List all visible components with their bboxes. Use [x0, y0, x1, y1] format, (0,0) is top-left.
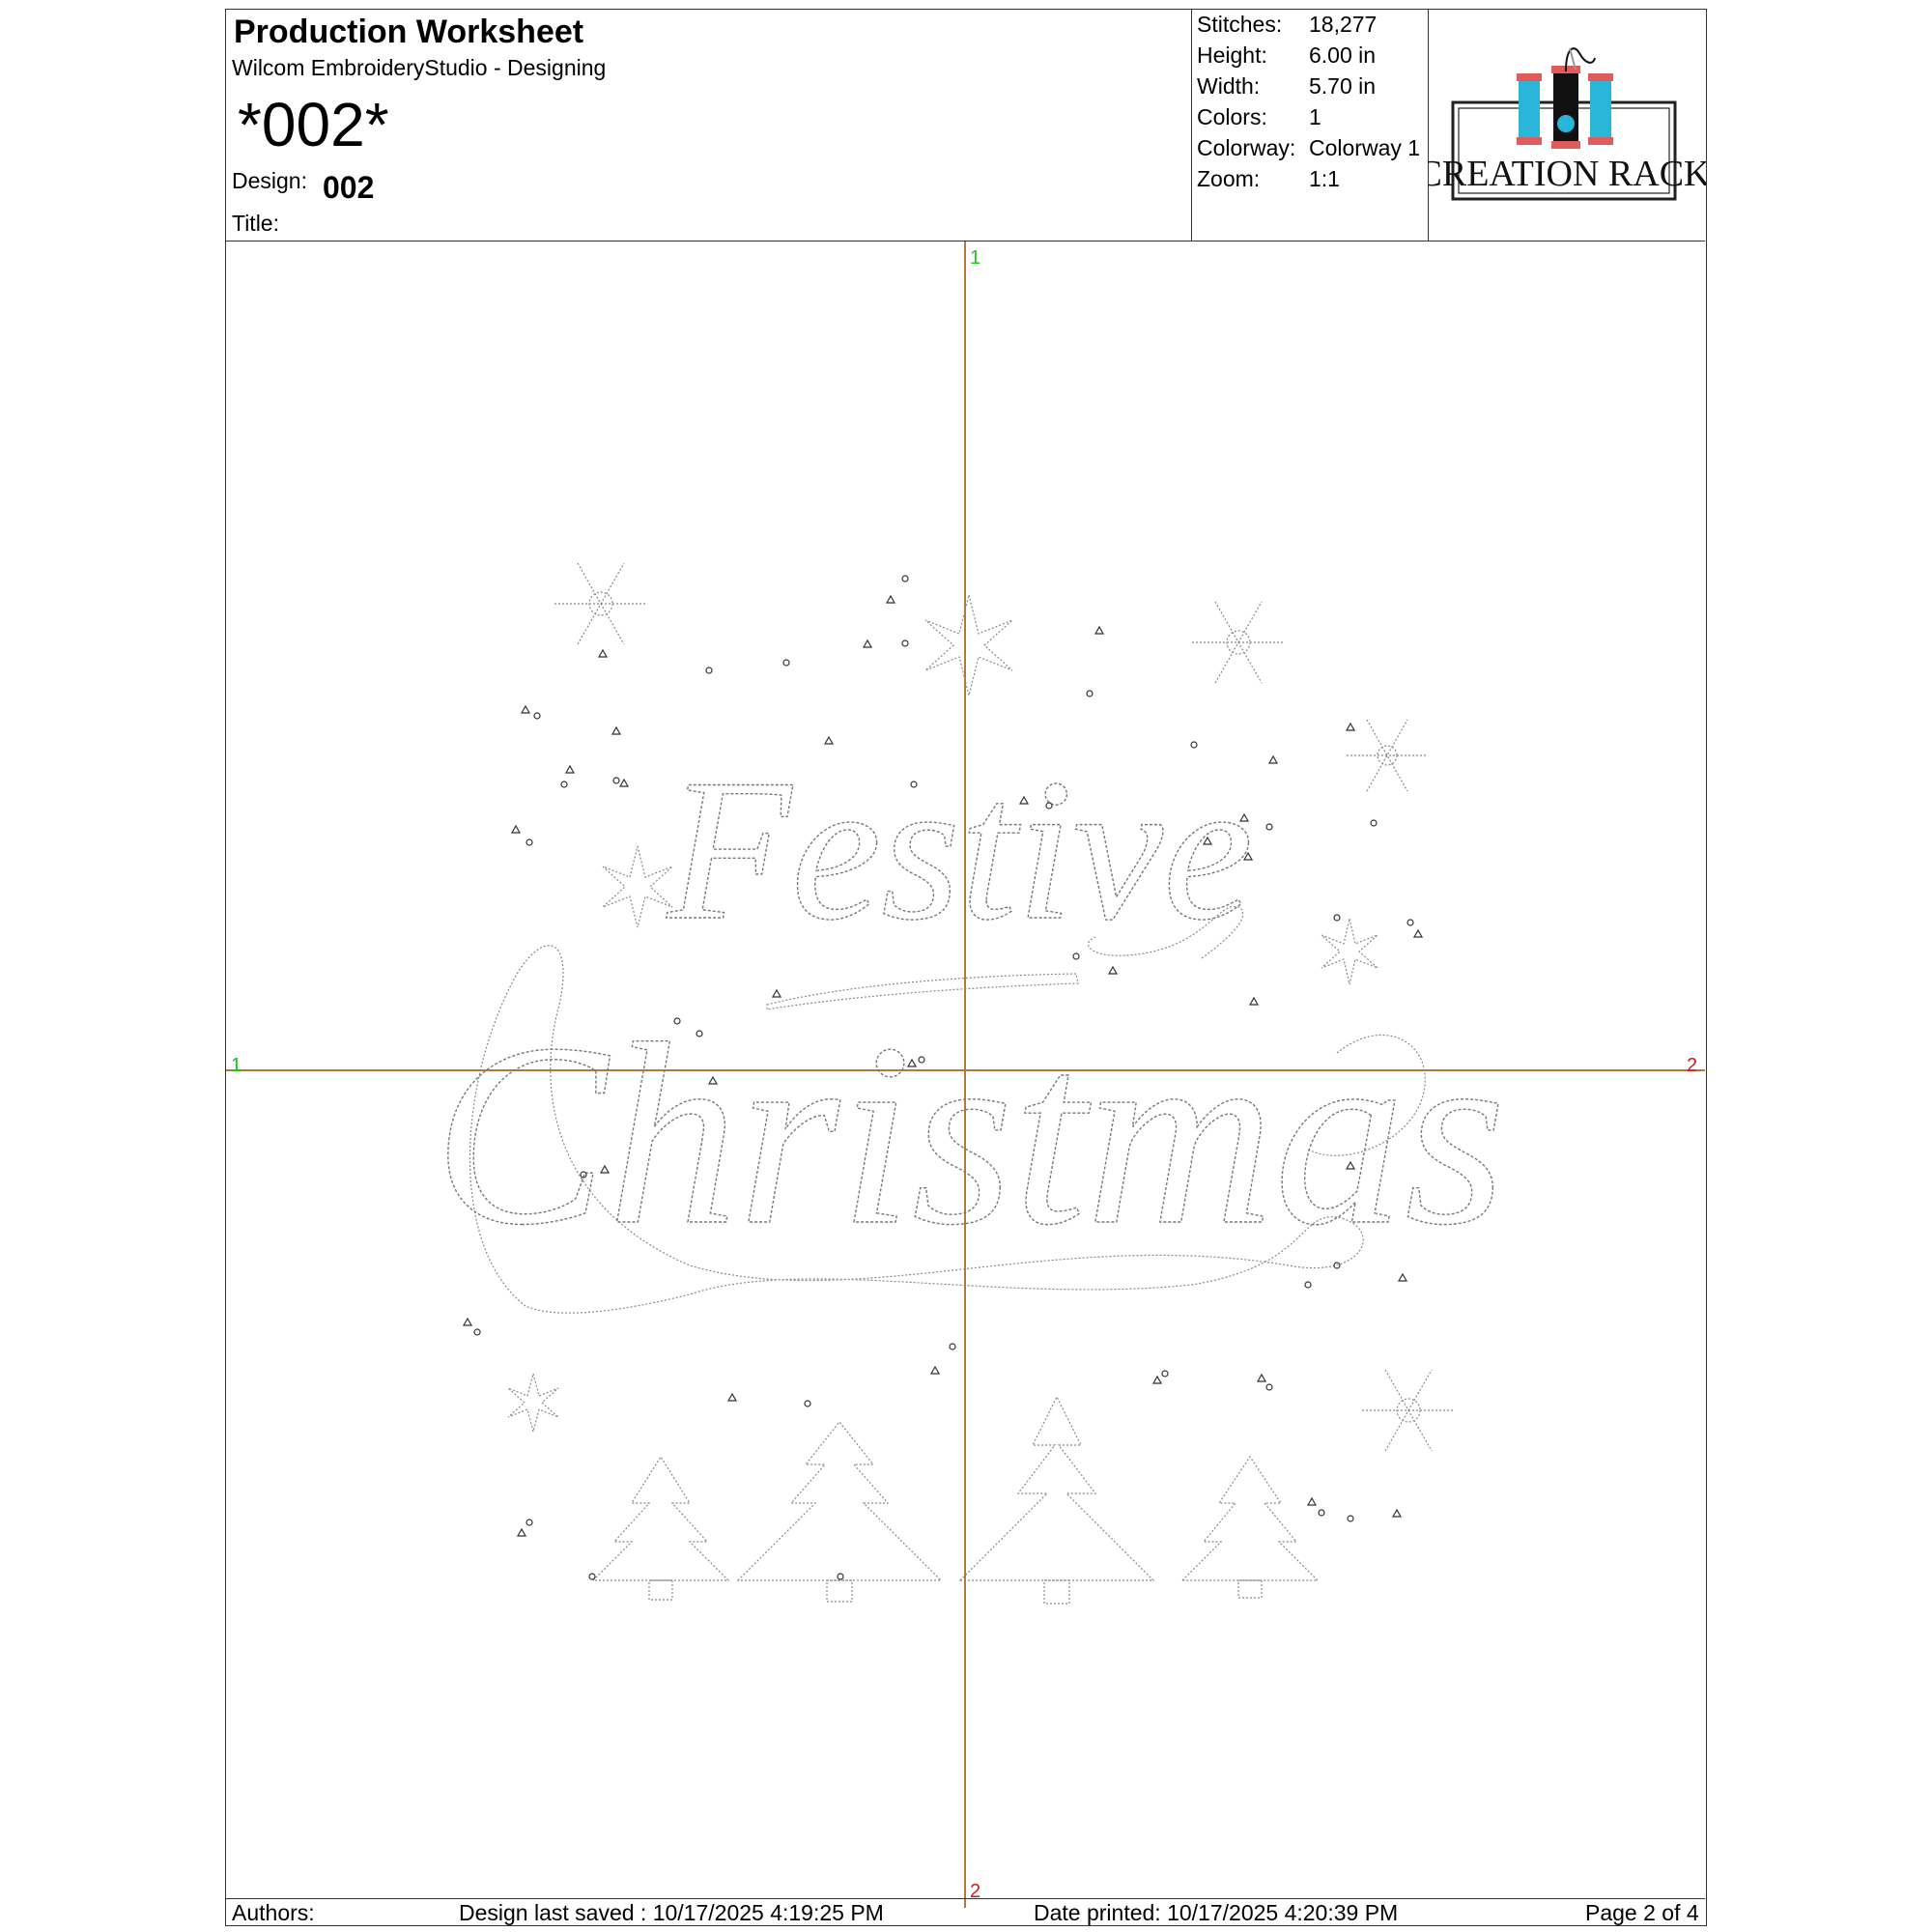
- snowflake-icon: [554, 563, 647, 644]
- design-label: Design:: [232, 168, 307, 193]
- worksheet-page: [225, 9, 1707, 1926]
- footer-authors: Authors:: [232, 1900, 315, 1925]
- tree-icon: [960, 1397, 1153, 1580]
- worksheet-footer: [226, 1898, 1705, 1925]
- marker-right: 2: [1687, 1055, 1698, 1076]
- header-info: [226, 10, 1191, 242]
- design-value: 002: [323, 170, 375, 205]
- star-icon: [603, 846, 672, 927]
- snowflake-icon: [1347, 720, 1428, 791]
- stat-height: Height: 6.00 in: [1197, 43, 1377, 68]
- star-icon: [508, 1374, 558, 1432]
- snowflake-icon: [1362, 1370, 1455, 1451]
- design-word-christmas: Christmas: [433, 990, 1507, 1279]
- footer-date-printed: Date printed: 10/17/2025 4:20:39 PM: [1034, 1900, 1399, 1925]
- worksheet-header: [226, 10, 1705, 242]
- design-word-festive: Festive: [667, 738, 1254, 962]
- marker-left: 1: [231, 1055, 242, 1076]
- design-canvas: [226, 242, 1705, 1908]
- title-label: Title:: [232, 211, 279, 236]
- footer-last-saved: Design last saved : 10/17/2025 4:19:25 PM: [459, 1900, 884, 1925]
- stat-width: Width: 5.70 in: [1197, 73, 1377, 99]
- stat-stitches: Stitches: 18,277: [1197, 12, 1378, 37]
- star-icon: [925, 595, 1012, 696]
- stat-colors: Colors: 1: [1197, 104, 1321, 129]
- logo-graphic: [1429, 10, 1706, 242]
- logo-text: CREATION RACK: [1429, 154, 1706, 194]
- star-icon: [1321, 919, 1378, 984]
- embroidery-design: [226, 242, 1705, 1908]
- snowflake-icon: [1192, 602, 1285, 683]
- stat-zoom: Zoom: 1:1: [1197, 166, 1340, 191]
- marker-bottom: 2: [970, 1881, 981, 1902]
- tree-icon: [593, 1457, 728, 1580]
- tree-icon: [738, 1422, 941, 1580]
- stats-panel: [1191, 10, 1428, 242]
- marker-top: 1: [970, 247, 981, 269]
- worksheet-title: Production Worksheet: [234, 14, 584, 50]
- tree-icon: [1182, 1457, 1318, 1580]
- app-name: Wilcom EmbroideryStudio - Designing: [232, 55, 607, 80]
- design-code: *002*: [238, 90, 389, 159]
- footer-page-number: Page 2 of 4: [1585, 1900, 1699, 1925]
- creation-rack-logo: [1428, 10, 1705, 242]
- stat-colorway: Colorway: Colorway 1: [1197, 135, 1421, 160]
